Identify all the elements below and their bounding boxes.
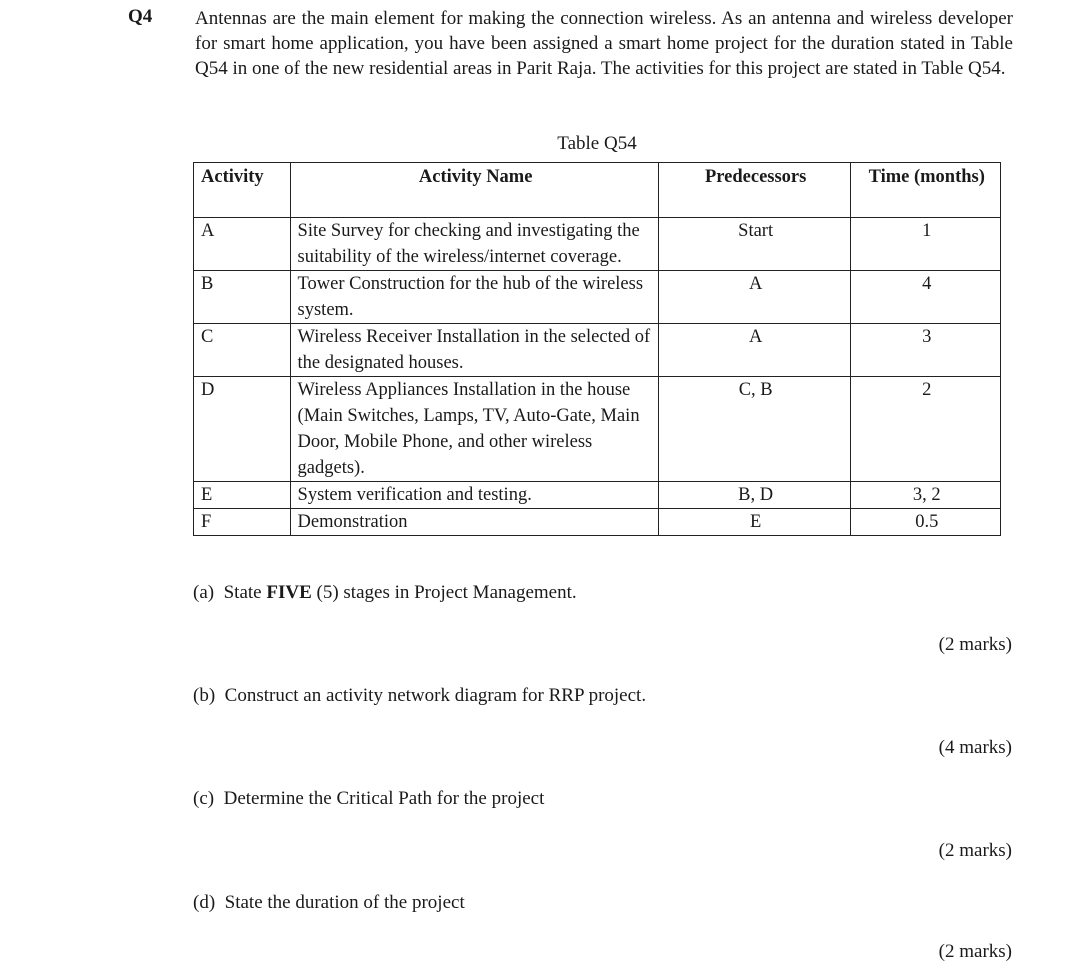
cell-activity-name: Wireless Receiver Installation in the selected of the designated houses. (290, 324, 658, 377)
cell-activity-id: C (194, 324, 291, 377)
part-d-text: State the duration of the project (224, 892, 465, 913)
header-predecessors: Predecessors (658, 163, 850, 218)
part-a-text-before: State (223, 582, 267, 603)
part-a-label: (a) (193, 582, 215, 603)
part-b (193, 685, 646, 707)
part-d (193, 892, 465, 914)
cell-activity-name: System verification and testing. (290, 482, 658, 509)
part-c-text: Determine the Critical Path for the project (223, 788, 545, 809)
cell-activity-name: Site Survey for checking and investigating the suitability of the wireless/internet coverage. (290, 218, 658, 271)
cell-activity-id: F (194, 509, 291, 536)
part-c-marks: (2 marks) (938, 840, 1012, 861)
table-row (194, 509, 1001, 536)
table-row (194, 377, 1001, 482)
cell-time: 2 (850, 377, 1000, 482)
table-row (194, 324, 1001, 377)
question-number: Q4 (128, 6, 153, 27)
table-row (194, 482, 1001, 509)
cell-activity-id: D (194, 377, 291, 482)
header-time: Time (months) (850, 163, 1000, 218)
part-d-marks: (2 marks) (938, 941, 1012, 962)
cell-predecessors: A (658, 271, 850, 324)
cell-predecessors: B, D (658, 482, 850, 509)
part-c (193, 788, 544, 810)
part-a-bold: FIVE (266, 582, 312, 603)
cell-time: 0.5 (850, 509, 1000, 536)
cell-activity-id: B (194, 271, 291, 324)
table-header-row (194, 163, 1001, 218)
part-b-label: (b) (193, 685, 216, 706)
cell-activity-id: E (194, 482, 291, 509)
cell-activity-name: Wireless Appliances Installation in the house (Main Switches, Lamps, TV, Auto-Gate, Main Door, Mobile Phone, and other wireless gadgets). (290, 377, 658, 482)
part-a (193, 582, 577, 604)
cell-predecessors: Start (658, 218, 850, 271)
cell-time: 3 (850, 324, 1000, 377)
header-activity: Activity (194, 163, 291, 218)
activity-table (193, 162, 1001, 536)
part-b-text: Construct an activity network diagram for RRP project. (224, 685, 647, 706)
cell-predecessors: C, B (658, 377, 850, 482)
part-d-label: (d) (193, 892, 216, 913)
part-a-marks: (2 marks) (938, 634, 1012, 655)
part-a-text-after: (5) stages in Project Management. (311, 582, 577, 603)
part-b-marks: (4 marks) (938, 737, 1012, 758)
table-row (194, 271, 1001, 324)
cell-activity-name: Demonstration (290, 509, 658, 536)
cell-activity-name: Tower Construction for the hub of the wireless system. (290, 271, 658, 324)
table-row (194, 218, 1001, 271)
cell-predecessors: E (658, 509, 850, 536)
cell-activity-id: A (194, 218, 291, 271)
cell-time: 4 (850, 271, 1000, 324)
table-caption: Table Q54 (557, 133, 637, 154)
cell-time: 3, 2 (850, 482, 1000, 509)
question-intro: Antennas are the main element for making the connection wireless. As an antenna and wireless developer for smart home application, you have been assigned a smart home project for the duration stated in Table Q54 in one of the new residential areas in Parit Raja. The activities for this project are stated in Table Q54. (195, 8, 1013, 79)
part-c-label: (c) (193, 788, 215, 809)
cell-predecessors: A (658, 324, 850, 377)
cell-time: 1 (850, 218, 1000, 271)
header-activity-name: Activity Name (290, 163, 658, 218)
